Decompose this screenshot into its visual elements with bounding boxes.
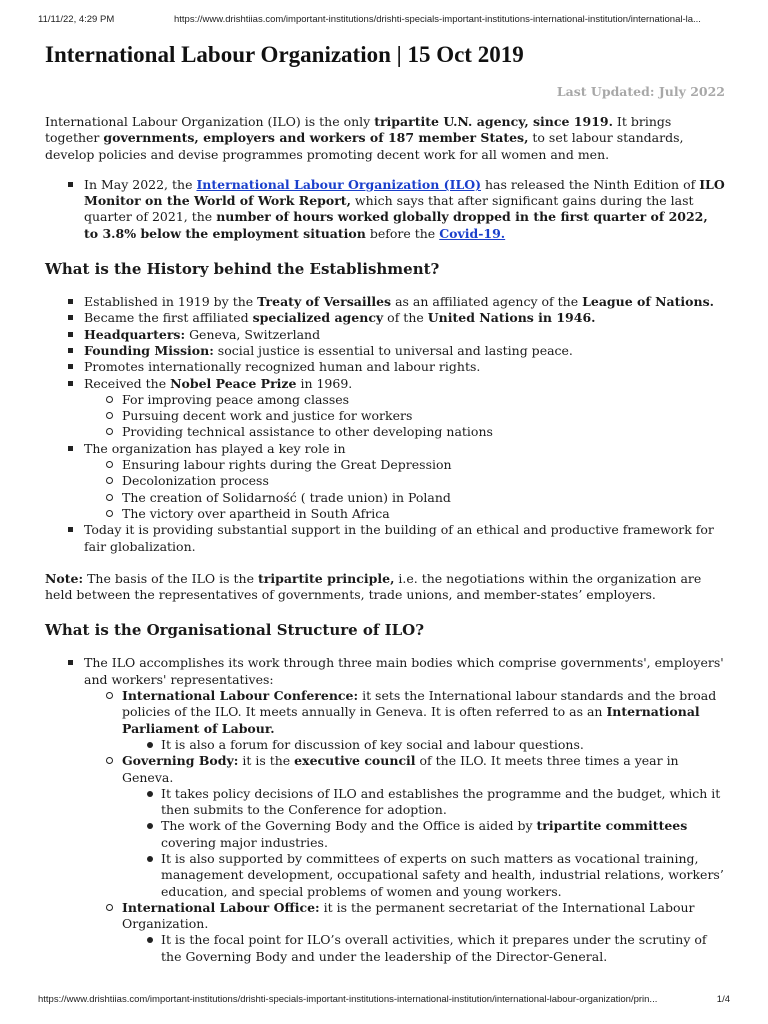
list-item: International Labour Conference: it sets the International labour standards and the broad policies of the ILO. It meets annually in Geneva. It is often referred to as an International Parliament of Labour. It is also a forum for discussion of key social and labour questions. [84,688,725,753]
page-number: 1/4 [716,994,730,1005]
footer-url: https://www.drishtiias.com/important-institutions/drishti-specials-important-institutions-international-institution/international-labour-organization/prin... [38,994,658,1005]
nobel-sublist [84,392,725,441]
note-paragraph: Note: The basis of the ILO is the tripartite principle, i.e. the negotiations within the organization are held between the representatives of governments, trade unions, and member-states’ employers. [45,570,702,603]
list-item: Providing technical assistance to other developing nations [84,424,725,440]
list-item: It takes policy decisions of ILO and establishes the programme and the budget, which it then submits to the Conference for adoption. [122,786,725,819]
list-item: Ensuring labour rights during the Great Depression [84,457,725,473]
history-list [45,294,725,555]
print-url: https://www.drishtiias.com/important-institutions/drishti-specials-important-institutions-international-institution/international-la... [174,14,701,25]
list-item: Headquarters: Geneva, Switzerland [45,327,725,343]
list-item: Governing Body: it is the executive council of the ILO. It meets three times a year in Geneva. It takes policy decisions of ILO and establishes the programme and the budget, which it then submits to the Conference for adoption. The work of the Governing Body and the Office is aided by tripartite committees covering major industries. It is also supported by committees of experts on such matters as vocational training, management development, occupational safety and health, industrial relations, workers’ education, and special problems of women and young workers. [84,753,725,900]
list-item: Received the Nobel Peace Prize in 1969. For improving peace among classes Pursuing decent work and justice for workers Providing technical assistance to other developing nations [45,376,725,441]
role-sublist [84,457,725,522]
list-item: Pursuing decent work and justice for workers [84,408,725,424]
page-title: International Labour Organization | 15 Oct 2019 [45,42,524,67]
list-item: Decolonization process [84,473,725,489]
list-item: Promotes internationally recognized human and labour rights. [45,359,725,375]
list-item: It is the focal point for ILO’s overall activities, which it prepares under the scrutiny of the Governing Body and under the leadership of the Director-General. [122,932,725,965]
list-item: It is also a forum for discussion of key social and labour questions. [122,737,725,753]
history-heading: What is the History behind the Establishment? [45,260,440,279]
list-item: For improving peace among classes [84,392,725,408]
list-item: It is also supported by committees of experts on such matters as vocational training, management development, occupational safety and health, industrial relations, workers’ education, and special problems of women and young workers. [122,851,725,900]
covid-link[interactable]: Covid-19. [439,225,506,241]
print-date: 11/11/22, 4:29 PM [38,14,115,25]
list-item: In May 2022, the International Labour Organization (ILO) has released the Ninth Edition of ILO Monitor on the World of Work Report, which says that after significant gains during the last quarter of 2021, the number of hours worked globally dropped in the first quarter of 2022, to 3.8% below the employment situation before the Covid-19. [45,177,725,242]
structure-heading: What is the Organisational Structure of ILO? [45,621,425,640]
news-list [45,177,725,242]
bodies-sublist [84,688,725,965]
list-item: International Labour Office: it is the permanent secretariat of the International Labour Organization. It is the focal point for ILO’s overall activities, which it prepares under the scrutiny of the Governing Body and under the leadership of the Director-General. [84,900,725,965]
list-item: The victory over apartheid in South Africa [84,506,725,522]
list-item: Today it is providing substantial support in the building of an ethical and productive framework for fair globalization. [45,522,725,555]
list-item: The ILO accomplishes its work through three main bodies which comprise governments', employers' and workers' representatives: International Labour Conference: it sets the International labour standards and the broad policies of the ILO. It meets annually in Geneva. It is often referred to as an International Parliament of Labour. It is also a forum for discussion of key social and labour questions. Governing Body: it is the executive council of the ILO. It meets three times a year in Geneva. It takes policy decisions of ILO and establishes the programme and the budget, which it then submits to the Conference for adoption. The work of the Governing Body and the Office is aided by tripartite committees covering major industries. It is also supported by committees of experts on such matters as vocational training, management development, occupational safety and health, industrial relations, workers’ education, and special problems of women and young workers. International Labour Office: it is the permanent secretariat of the International Labour Organization. It is the focal point for ILO’s overall activities, which it prepares under the scrutiny of the Governing Body and under the leadership of the Director-General. [45,655,725,965]
list-item: Became the first affiliated specialized agency of the United Nations in 1946. [45,310,725,326]
ilo-link[interactable]: International Labour Organization (ILO) [196,176,482,192]
conference-sublist [122,737,725,753]
list-item: Established in 1919 by the Treaty of Versailles as an affiliated agency of the League of Nations. [45,294,725,310]
last-updated: Last Updated: July 2022 [556,84,725,99]
list-item: Founding Mission: social justice is essential to universal and lasting peace. [45,343,725,359]
list-item: The creation of Solidarność ( trade union) in Poland [84,490,725,506]
office-sublist [122,932,725,965]
article [45,40,725,965]
intro-paragraph: International Labour Organization (ILO) is the only tripartite U.N. agency, since 1919. It brings together governments, employers and workers of 187 member States, to set labour standards, develop policies and devise programmes promoting decent work for all women and men. [45,114,684,162]
structure-list [45,655,725,965]
list-item: The organization has played a key role in Ensuring labour rights during the Great Depression Decolonization process The creation of Solidarność ( trade union) in Poland The victory over apartheid in South Africa [45,441,725,522]
governing-sublist [122,786,725,900]
list-item: The work of the Governing Body and the Office is aided by tripartite committees covering major industries. [122,818,725,851]
